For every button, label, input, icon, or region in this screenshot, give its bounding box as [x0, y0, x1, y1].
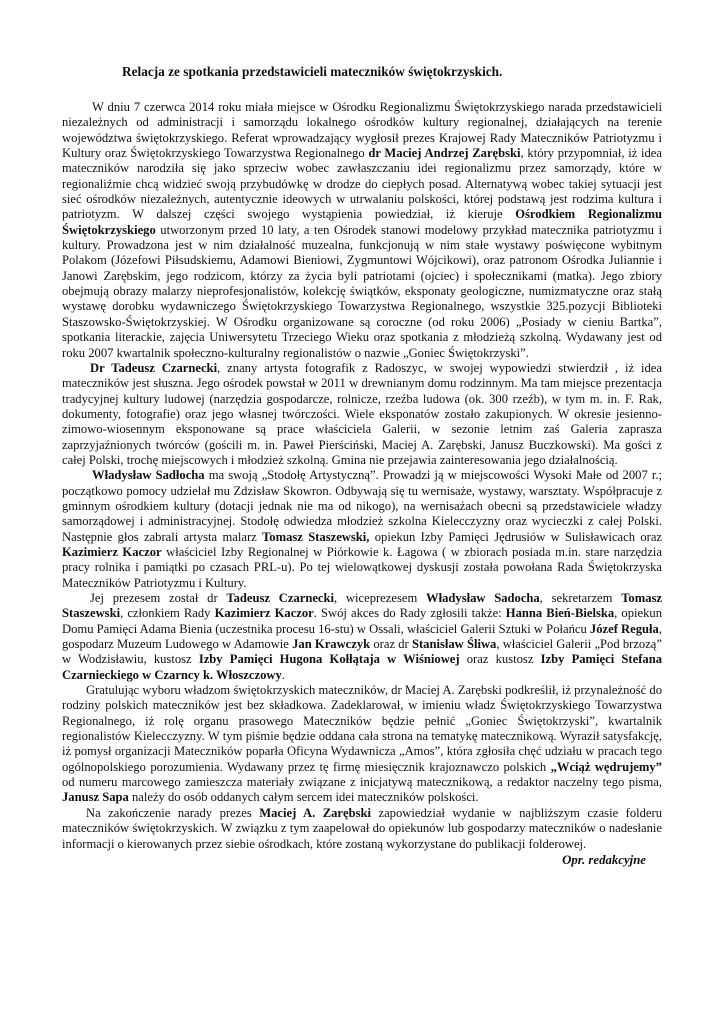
bold-text-run: Tomasz Staszewski,: [262, 529, 370, 544]
text-run: oraz dr: [370, 637, 412, 652]
bold-text-run: Józef Reguła: [589, 621, 659, 636]
text-run: , wiceprezesem: [334, 591, 426, 605]
document-title: Relacja ze spotkania przedstawicieli mateczników świętokrzyskich.: [122, 64, 503, 79]
document-body: [62, 100, 662, 852]
bold-text-run: Władysław Sadocha: [426, 591, 540, 605]
text-run: należy do osób oddanych całym sercem idei mateczników polskości.: [128, 790, 479, 805]
text-run: , opiekun Domu Pamięci Adama Bienia (uczestnika procesu 16-stu) w Ossali, właściciel Galerii Sztuki w Połańcu: [62, 606, 662, 636]
text-run: , który przypomniał, iż idea mateczników narodziła się jako sprzeciw wobec zawłaszczaniu idei regionalizmu przez samorządy, które w regionaliźmie chcą widzieć swoją przybudówkę w drodze do ciepłych posad. Alternatywą wobec takiej sytuacji jest sieć ośrodków niezależnych, autentycznie ideowych w utrwalaniu polskości, której podstawą jest rodzima kultura i patriotyzm. W dalszej części swojego wystąpienia powiedział, iż kieruje: [62, 146, 662, 222]
body-paragraph: [62, 683, 662, 806]
bold-text-run: Maciej A. Zarębski: [259, 805, 372, 820]
text-run: ma swoją „Stodołę Artystyczną”. Prowadzi ją w miejscowości Wysoki Małe od 2007 r.; początkowo pomocy udzielał mu Zdzisław Skowron. Odbywają się tu wernisaże, wystawy, warsztaty. Współpracuje z gminnym ośrodkiem kultury (dotacji jednak nie ma od nikogo), na wernisażach obecni są przedstawiciele władzy samorządowej i administracyjnej. Stodołę odwiedza młodzież szkolna Kielecczyzny oraz wycieczki z całej Polski. Następnie głos zabrali artysta malarz: [62, 468, 662, 544]
text-run: Na zakończenie narady prezes: [86, 805, 260, 820]
bold-text-run: Janusz Sapa: [62, 790, 129, 805]
body-paragraph: [62, 591, 662, 683]
text-run: . Swój akces do Rady zgłosili także:: [313, 606, 506, 621]
text-run: oraz kustosz: [459, 652, 541, 667]
bold-text-run: Izby Pamięci Stefana Czarnieckiego w Czarncy k. Włoszczowy: [62, 652, 662, 682]
bold-text-run: dr Maciej Andrzej Zarębski: [368, 146, 521, 161]
bold-text-run: Jan Krawczyk: [292, 637, 371, 652]
bold-text-run: Władysław Sadłocha: [92, 468, 205, 483]
text-run: utworzonym przed 10 laty, a ten Ośrodek stanowi modelowy przykład matecznika patriotyzmu i kultury. Prowadzona jest w nim działalność muzealna, funkcjonują w nim stałe wystawy poświęcone wybitnym Polakom (Józefowi Piłsudskiemu, Adamowi Bieniowi, Zygmuntowi Wójcikowi), oraz patronom Ośrodka Juliannie i Janowi Zarębskim, jego rodzicom, którzy za życia byli patriotami (ojciec) i społecznikami (matka). Jego zbiory obejmują obrazy malarzy nieprofesjonalistów, kolekcję świątków, eksponaty geologiczne, numizmatyczne oraz stałą wystawę dorobku wydawniczego Świętokrzyskiego Towarzystwa Regionalnego, wszystkie 325.pozycji Biblioteki Staszowsko-Świętokrzyskiej. W Ośrodku organizowane są coroczne (od roku 2006) „Posiady w cieniu Bartka”, spotkania literackie, zajęcia Uniwersytetu Trzeciego Wieku oraz spotkania z młodzieżą szkolną. Wydawany jest od roku 2007 kwartalnik społeczno-kulturalny regionalistów o nazwie „Goniec Świętokrzyski”.: [62, 222, 662, 360]
bold-text-run: Stanisław Śliwa: [411, 637, 497, 652]
text-run: Gratulując wyboru władzom świętokrzyskich mateczników, dr Maciej A. Zarębski podkreślił, iż przynależność do rodziny polskich mateczników jest bez składkowa. Zadeklarował, w imieniu władz Świętokrzyskiego Towarzystwa Regionalnego, iż rolę organu prasowego Mateczników będzie pełnić „Goniec Świętokrzyski”, kwartalnik regionalistów Kielecczyzny. W tym piśmie będzie oddana cała strona na tematykę matecznikową. Wyraził satysfakcję, iż pomysł organizacji Mateczników poparła Oficyna Wydawnicza „Amos”, która zgłosiła chęć udziału w pracach tego ogólnopolskiego porozumienia. Wydawany przez tę firmę miesięcznik krajoznawczo polskich: [62, 683, 662, 774]
bold-text-run: Kazimierz Kaczor: [62, 544, 162, 559]
bold-text-run: Tomasz Staszewski: [62, 591, 663, 621]
text-run: .: [281, 667, 285, 682]
text-run: , sekretarzem: [539, 591, 622, 605]
bold-text-run: „Wciąż wędrujemy”: [550, 759, 662, 774]
text-run: , członkiem Rady: [120, 606, 215, 621]
bold-text-run: Dr Tadeusz Czarnecki: [90, 360, 218, 375]
text-run: zapowiedział wydanie w najbliższym czasie folderu mateczników świętokrzyskich. W związku z tym zaapelował do opiekunów lub gospodarzy mateczników o nadesłanie informacji o kierowanych przez siebie ośrodkach, które zostaną wykorzystane do publikacji folderowej.: [62, 805, 662, 851]
body-paragraph: [62, 468, 662, 591]
body-paragraph: [62, 361, 662, 468]
bold-text-run: Kazimierz Kaczor: [214, 606, 314, 621]
bold-text-run: Izby Pamięci Hugona Kołłątaja w Wiśniowej: [198, 652, 460, 667]
document-page: [62, 64, 662, 868]
text-run: , właściciel Galerii „Pod brzozą” w Wodzisławiu, kustosz: [62, 637, 662, 667]
text-run: W dniu 7 czerwca 2014 roku miała miejsce w Ośrodku Regionalizmu Świętokrzyskiego narada przedstawicieli niezależnych od administracji i samorządu lokalnego ośrodków kultury regionalnej, działających na terenie województwa świętokrzyskiego. Referat wprowadzający wygłosił prezes Krajowej Rady Mateczników Patriotyzmu i Kultury oraz Świętokrzyskiego Towarzystwa Regionalnego: [62, 100, 662, 161]
body-paragraph: [62, 806, 662, 852]
bold-text-run: Hanna Bień-Bielska: [505, 606, 615, 621]
text-run: Jej prezesem został dr: [90, 591, 227, 605]
body-paragraph: [62, 100, 662, 361]
signature: Opr. redakcyjne: [562, 852, 646, 867]
text-run: właściciel Izby Regionalnej w Piórkowie k. Łagowa ( w zbiorach posiada m.in. stare narzędzia pracy rolnika i pamiątki po czasach PRL-u). Po tej wielowątkowej dyskusji została powołana Rada Świętokrzyska Mateczników Patriotyzmu i Kultury.: [62, 544, 663, 590]
text-run: , gospodarz Muzeum Ludowego w Adamowie: [62, 621, 662, 652]
bold-text-run: Tadeusz Czarnecki: [226, 591, 335, 605]
text-run: od numeru marcowego zamieszcza materiały związane z inicjatywą matecznikową, a redaktor naczelny tego pisma,: [62, 775, 662, 790]
text-run: opiekun Izby Pamięci Jędrusiów w Sulisławicach oraz: [369, 529, 662, 544]
bold-text-run: Ośrodkiem Regionalizmu Świętokrzyskiego: [62, 207, 662, 237]
text-run: , znany artysta fotografik z Radoszyc, w swojej wypowiedzi stwierdził , iż idea mateczników jest słuszna. Jego ośrodek powstał w 2011 w drewnianym domu rodzinnym. Ma tam miejsce prezentacja tradycyjnej kultury ludowej (narzędzia gospodarcze, rolnicze, rzeźba ludowa (ok. 300 rzeźb), w tym m. in. F. Rak, dokumenty, fotografie) oraz jego własnej twórczości. Wiele eksponatów zostało zakupionych. W okresie jesienno-zimowo-wiosennym eksponowane są prace właściciela Galerii, w sezonie letnim zaś Galeria zaprasza zaprzyjaźnionych twórców (gościli m. in. Paweł Pierściński, Maciej A. Zarębski, Janusz Buczkowski). Ma gości z całej Polski, trochę miejscowych i młodzież szkolną. Gmina nie przejawia zainteresowania jego działalnością.: [62, 360, 662, 467]
